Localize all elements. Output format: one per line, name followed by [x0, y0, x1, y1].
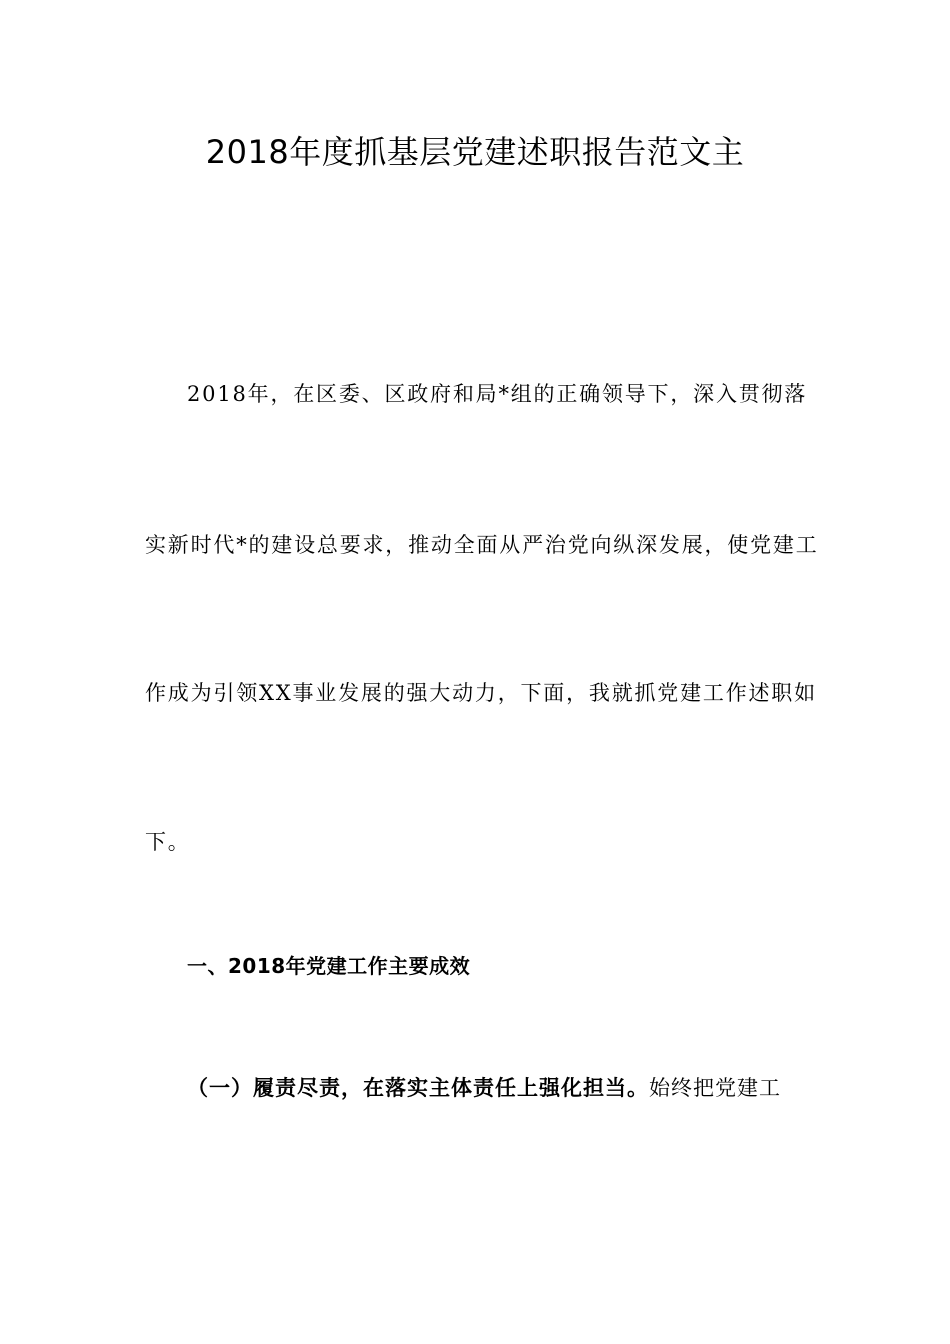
- subsection-heading: （一）履责尽责，在落实主体责任上强化担当。: [187, 1076, 649, 1100]
- paragraph-line: 实新时代*的建设总要求，推动全面从严治党向纵深发展，使党建工: [145, 533, 819, 557]
- subsection-text: 始终把党建工: [649, 1076, 781, 1100]
- document-title: 2018年度抓基层党建述职报告范文主: [205, 133, 745, 171]
- section-heading: 一、2018年党建工作主要成效: [187, 954, 471, 978]
- paragraph-line: 2018年，在区委、区政府和局*组的正确领导下，深入贯彻落: [187, 382, 808, 406]
- subsection-line: [187, 1073, 781, 1103]
- paragraph-line: 作成为引领XX事业发展的强大动力，下面，我就抓党建工作述职如: [145, 681, 817, 705]
- paragraph-line: 下。: [145, 830, 191, 854]
